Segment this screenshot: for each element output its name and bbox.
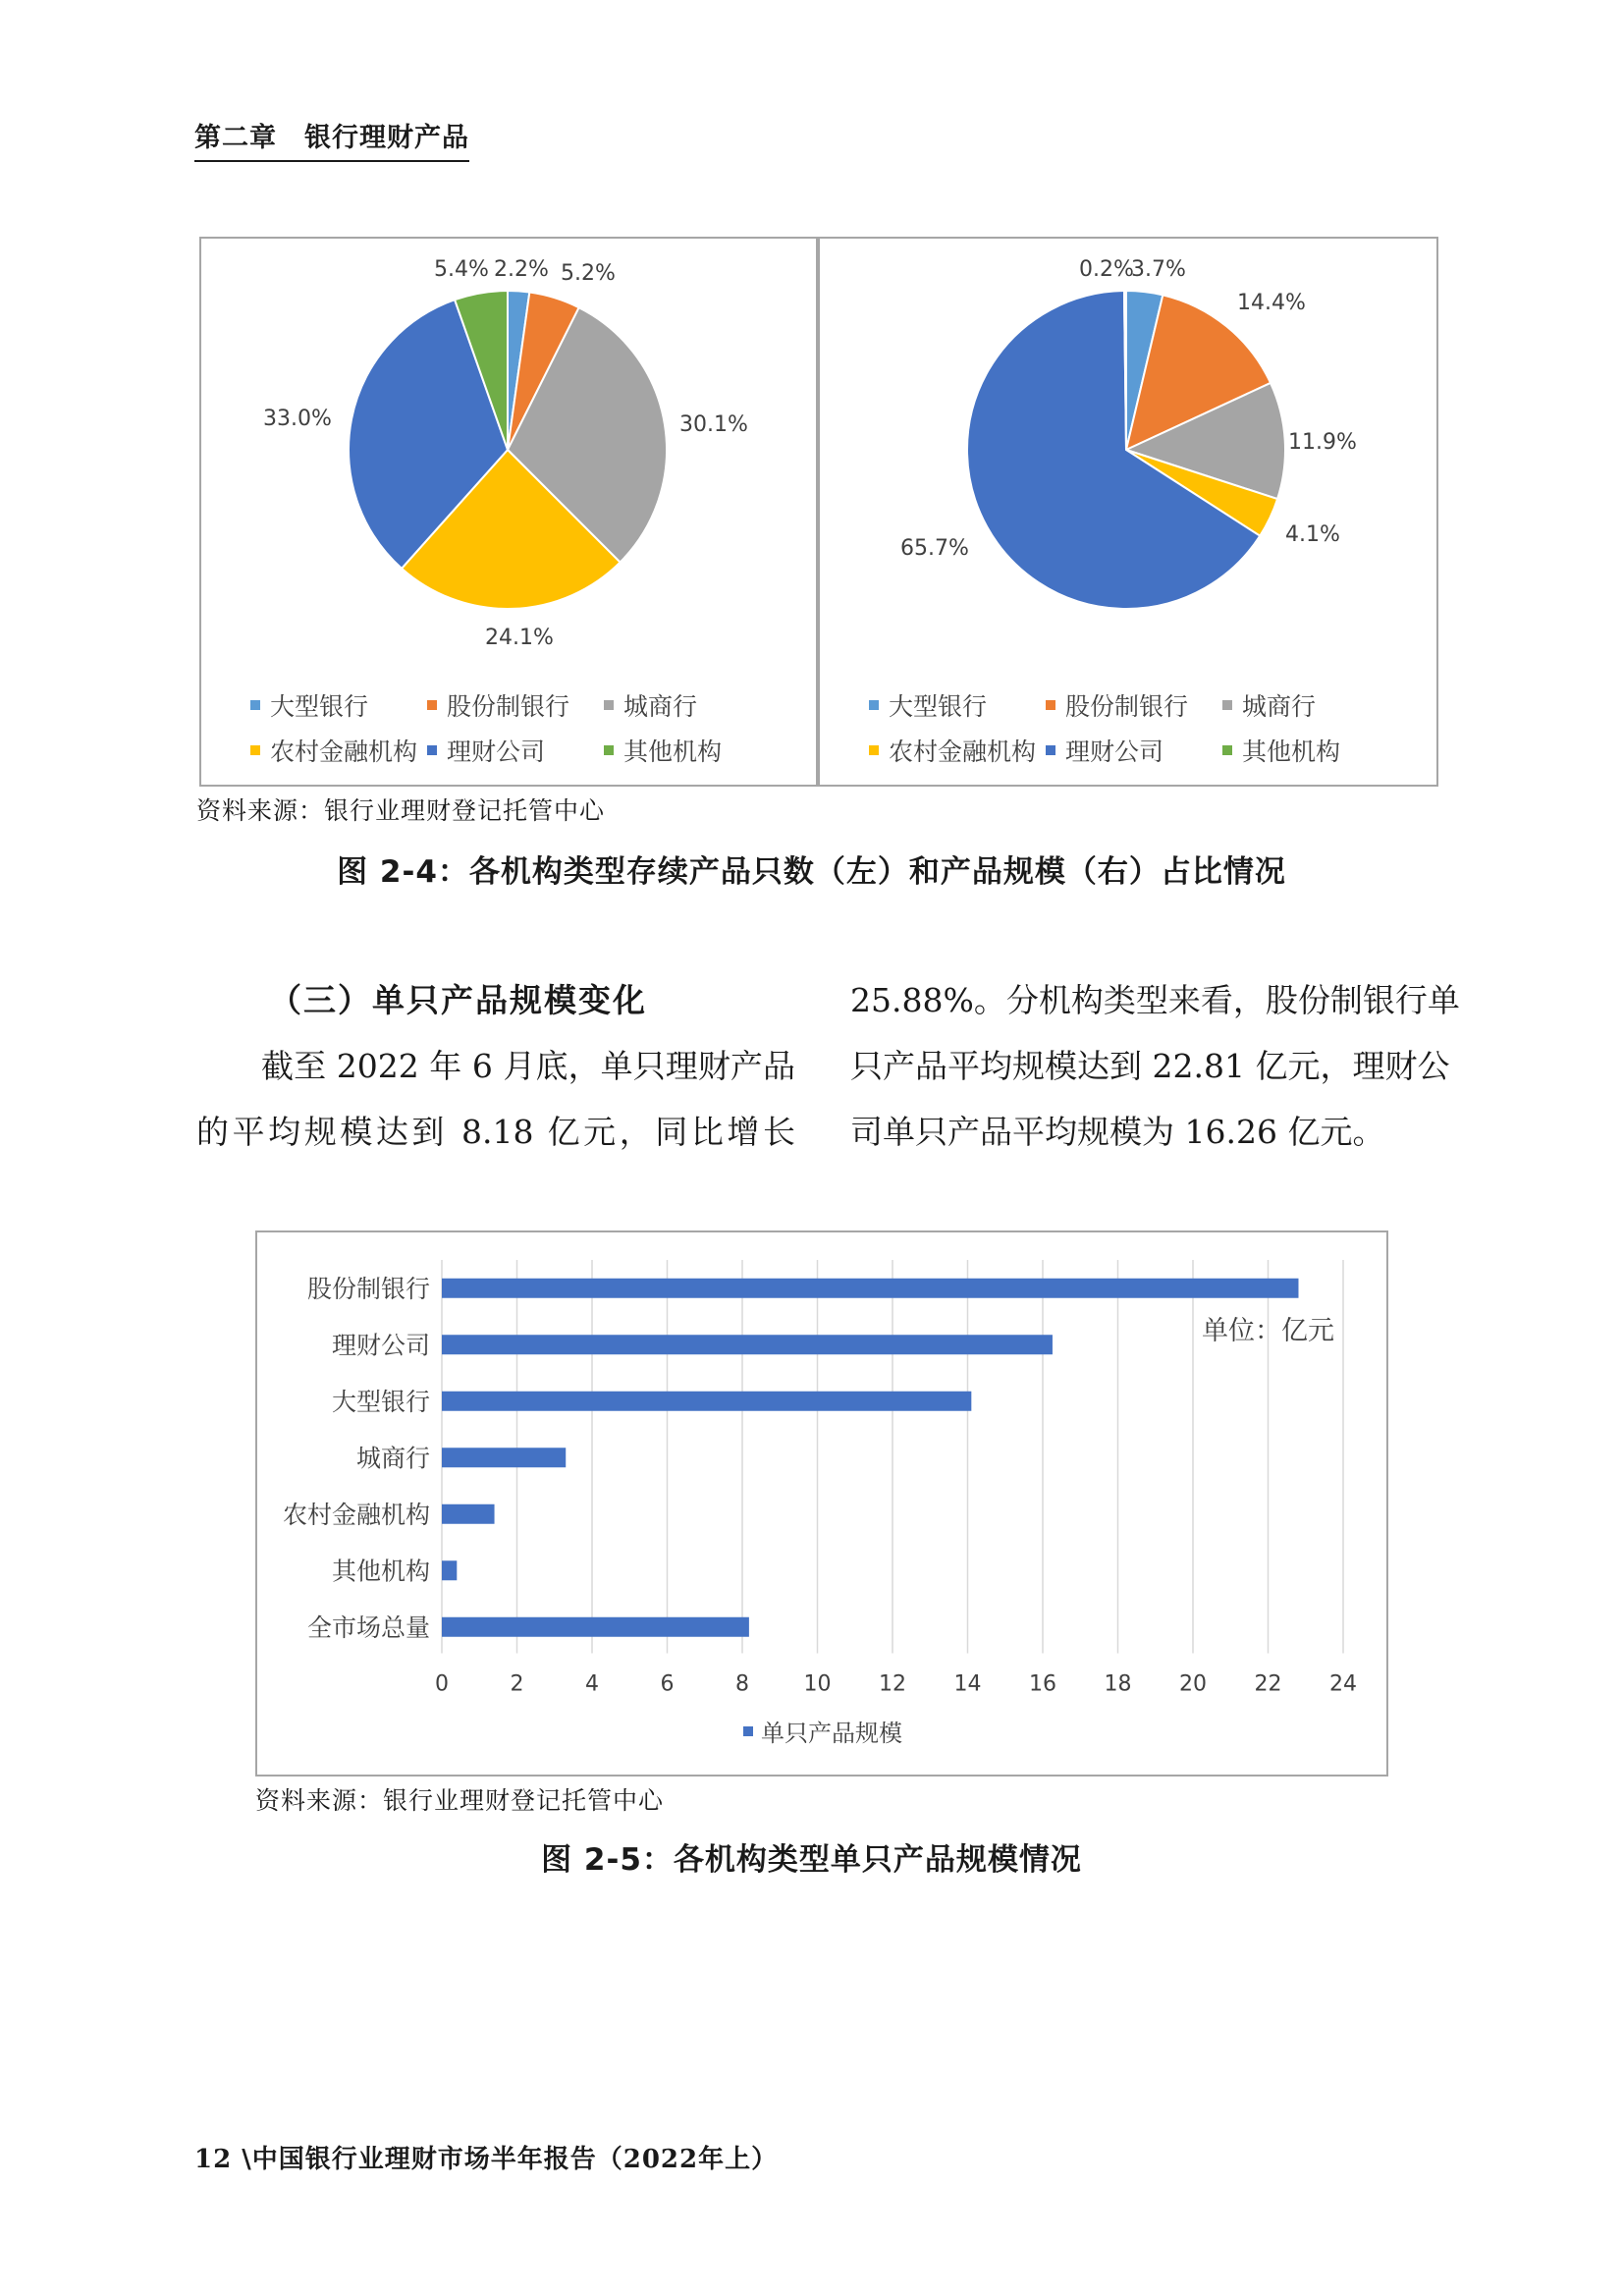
pie-legend-right (869, 683, 1399, 773)
y-category-label: 全市场总量 (306, 1613, 430, 1642)
pie-data-label: 2.2% (494, 257, 549, 282)
paragraph-line: 的平均规模达到 8.18 亿元，同比增长 (196, 1113, 795, 1151)
figure-2-5-source: 资料来源：银行业理财登记托管中心 (255, 1786, 665, 1815)
figure-2-4-source: 资料来源：银行业理财登记托管中心 (196, 796, 606, 825)
legend-swatch (869, 700, 879, 710)
paragraph-line: 截至 2022 年 6 月底，单只理财产品 (261, 1047, 795, 1085)
pie-data-label: 4.1% (1285, 522, 1340, 547)
pie-data-label: 5.2% (561, 261, 616, 286)
page-footer: 12 \中国银行业理财市场半年报告（2022年上） (194, 2145, 779, 2174)
y-category-label: 其他机构 (331, 1557, 430, 1586)
pie-data-label: 65.7% (900, 536, 969, 561)
x-tick-label: 4 (585, 1671, 599, 1697)
bar (442, 1560, 457, 1580)
text-column-left (196, 967, 795, 1165)
pie-data-label: 3.7% (1131, 257, 1186, 282)
pie-data-label: 24.1% (485, 626, 554, 650)
figure-2-5-caption: 图 2-5：各机构类型单只产品规模情况 (541, 1842, 1082, 1878)
unit-label: 单位：亿元 (1202, 1316, 1334, 1346)
x-tick-label: 12 (879, 1671, 906, 1697)
legend-swatch (1222, 700, 1232, 710)
legend-item: 其他机构 (1222, 733, 1399, 768)
x-tick-label: 14 (953, 1671, 982, 1697)
pie-data-label: 0.2% (1079, 257, 1134, 282)
y-category-label: 城商行 (355, 1444, 430, 1473)
x-tick-label: 2 (510, 1671, 524, 1697)
legend-item: 城商行 (604, 687, 781, 723)
bar-chart-product-scale (255, 1230, 1388, 1777)
legend-swatch (250, 745, 260, 755)
x-tick-label: 6 (660, 1671, 675, 1697)
legend-swatch (604, 745, 614, 755)
pie-chart-product-scale (818, 237, 1438, 787)
y-category-label: 股份制银行 (306, 1274, 430, 1303)
bar (442, 1448, 566, 1467)
x-tick-label: 10 (803, 1671, 832, 1697)
legend-item: 理财公司 (427, 733, 604, 768)
x-tick-label: 16 (1029, 1671, 1056, 1697)
legend-item: 大型银行 (250, 687, 427, 723)
pie-data-label: 33.0% (263, 407, 332, 431)
paragraph-line: 司单只产品平均规模为 16.26 亿元。 (850, 1113, 1385, 1151)
bar (442, 1279, 1298, 1298)
legend-swatch (250, 700, 260, 710)
figure-2-4-caption: 图 2-4：各机构类型存续产品只数（左）和产品规模（右）占比情况 (337, 854, 1286, 890)
legend-item: 其他机构 (604, 733, 781, 768)
chapter-header: 第二章 银行理财产品 (194, 116, 469, 162)
x-tick-label: 24 (1329, 1671, 1357, 1697)
legend-item: 股份制银行 (427, 687, 604, 723)
legend-swatch (1222, 745, 1232, 755)
legend-item: 理财公司 (1046, 733, 1222, 768)
legend-swatch (869, 745, 879, 755)
legend-swatch (1046, 700, 1055, 710)
legend-item: 农村金融机构 (250, 733, 427, 768)
legend-item: 城商行 (1222, 687, 1399, 723)
bar (442, 1617, 749, 1637)
legend-label: 单只产品规模 (761, 1720, 902, 1747)
legend-swatch (604, 700, 614, 710)
pie-data-label: 30.1% (679, 412, 748, 437)
x-tick-label: 18 (1104, 1671, 1132, 1697)
y-category-label: 大型银行 (331, 1387, 430, 1416)
paragraph-line: 25.88%。分机构类型来看，股份制银行单 (850, 981, 1460, 1019)
bar (442, 1335, 1053, 1354)
x-tick-label: 0 (435, 1671, 449, 1697)
legend-swatch (427, 700, 437, 710)
x-tick-label: 8 (735, 1671, 749, 1697)
pie-legend-left (250, 683, 781, 773)
y-category-label: 理财公司 (331, 1331, 430, 1360)
pie-chart-product-count (199, 237, 818, 787)
paragraph-line: 只产品平均规模达到 22.81 亿元，理财公 (850, 1047, 1450, 1085)
legend-item: 股份制银行 (1046, 687, 1222, 723)
y-category-label: 农村金融机构 (282, 1500, 430, 1529)
bar (442, 1392, 971, 1411)
bar-legend (743, 1714, 902, 1748)
pie-data-label: 14.4% (1237, 291, 1306, 315)
legend-swatch (427, 745, 437, 755)
pie-data-label: 5.4% (434, 257, 489, 282)
legend-swatch (743, 1726, 753, 1736)
text-column-right (850, 967, 1460, 1165)
bar (442, 1504, 495, 1524)
legend-swatch (1046, 745, 1055, 755)
x-tick-label: 20 (1179, 1671, 1207, 1697)
section-heading: （三）单只产品规模变化 (269, 981, 647, 1019)
legend-item: 大型银行 (869, 687, 1046, 723)
legend-item: 农村金融机构 (869, 733, 1046, 768)
x-tick-label: 22 (1254, 1671, 1282, 1697)
pie-data-label: 11.9% (1288, 430, 1357, 455)
